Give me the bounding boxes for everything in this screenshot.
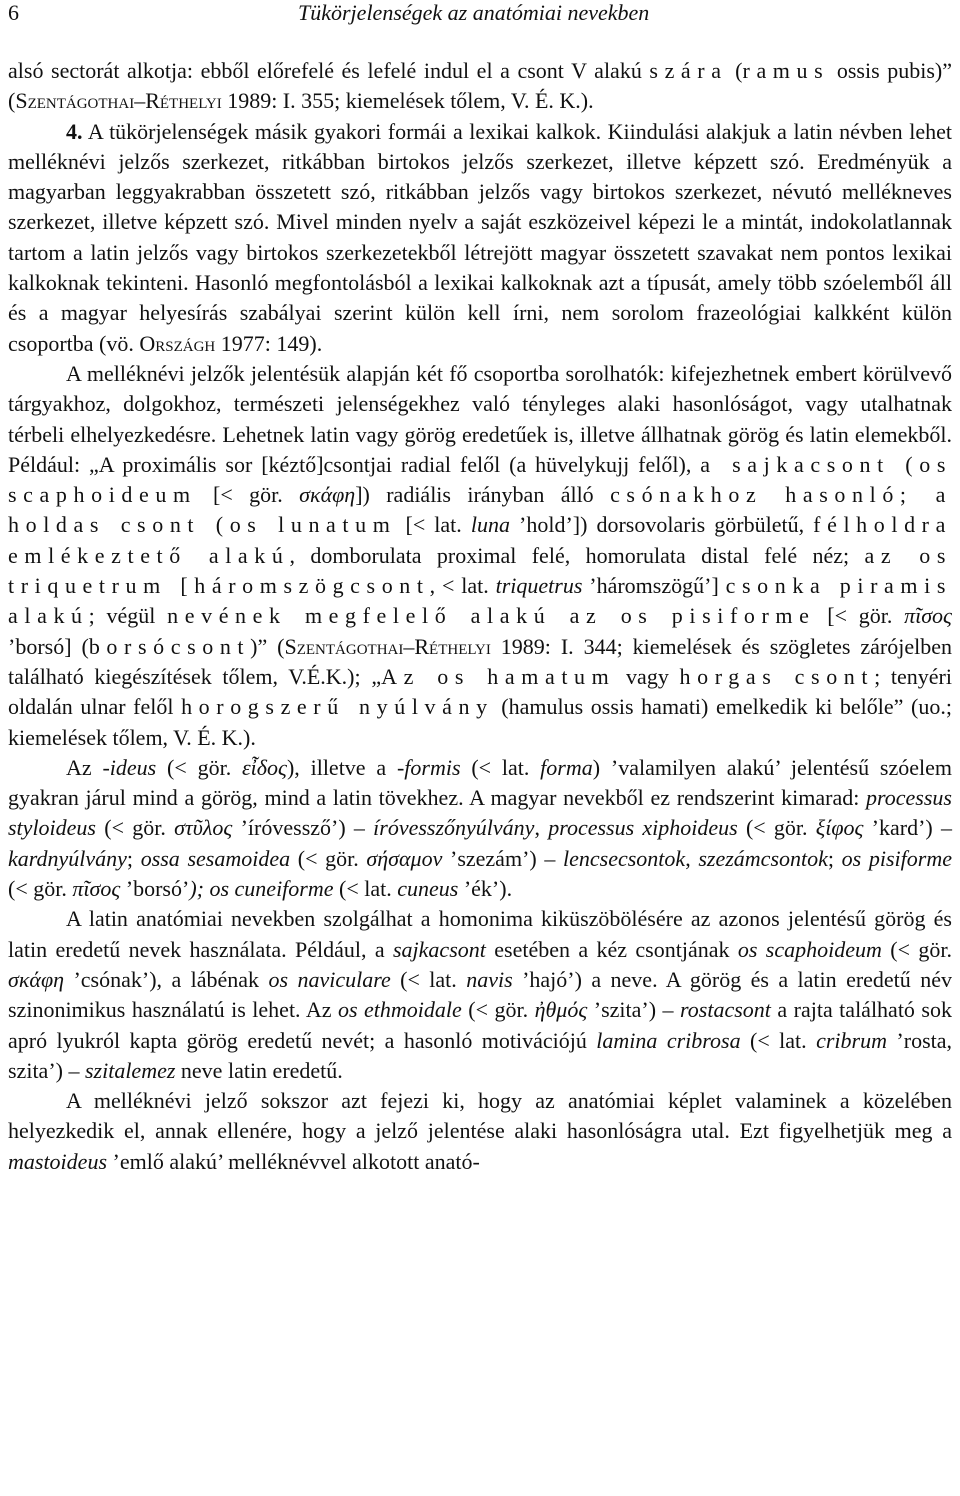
- paragraph-proximity: A melléknévi jelző sokszor azt fejezi ki, hogy az anatómiai képlet valaminek a közelében helyezkedik el, annak ellenére, hogy a jelző jelentése alaki hasonlóságra utal. Ezt figyelhetjük meg a mastoideus ’emlő alakú’ melléknévvel alkotott anató-: [8, 1088, 952, 1174]
- running-title: Tükörjelenségek az anatómiai nevekben: [298, 0, 650, 25]
- paragraph-homonyms: A latin anatómiai nevekben szolgálhat a homonima kiküszöbölésére az azonos jelentésű görög és latin eredetű nevek használata. Például, a sajkacsont esetében a kéz csontjának os scaphoideum (< gör. σκάφη ’csónak’), a lábénak os naviculare (< lat. navis ’hajó’) a neve. A görög és a latin eredetű név szinonimikus használatú is lehet. Az os ethmoidale (< gör. ἠθμός ’szita’) – rostacsont a rajta található sok apró lyukról kapta görög eredetű nevét; a hasonló motivációjú lamina cribrosa (< lat. cribrum ’rosta, szita’) – szitalemez neve latin eredetű.: [8, 906, 953, 1083]
- paragraph-continuation: alsó sectorát alkotja: ebből előrefelé és lefelé indul el a csont V alakú szára (ramus ossis pubis)” (Szentágothai–Réthelyi 1989: I. 355; kiemelések tőlem, V. É. K.).: [8, 58, 953, 114]
- paragraph-section-4: 4. A tükörjelenségek másik gyakori formái a lexikai kalkok. Kiindulási alakjuk a latin névben lehet melléknévi jelzős szerkezet, ritkábban birtokos jelzős szerkezet, illetve képzett szó. Eredményük a magyarban leggyakrabban összetett szó, ritkábban jelzős vagy birtokos szerkezet, névutó mellékneves szerkezet, illetve képzett szó. Mivel minden nyelv a saját eszközeivel képezi le a mintát, indokolatlannak tartom a latin jelzős vagy birtokos szerkezetekből létrejött magyar összetett szavakat nem pontos lexikai kalkoknak tekinteni. Hasonló megfontolásból a lexikai kalkoknak azt a típusát, amely több szóelemből áll és a magyar helyesírás szabályai szerint külön kell írni, nem sorolom frazeológiai kalkként külön csoportba (vö. Országh 1977: 149).: [8, 118, 952, 356]
- body-text: [8, 56, 952, 1177]
- page-header: [8, 0, 952, 46]
- page-number: 6: [8, 0, 19, 25]
- paragraph-ideus-formis: Az -ideus (< gör. εἶδος), illetve a -formis (< lat. forma) ’valamilyen alakú’ jelentésű szóelem gyakran járul mind a görög, mind a latin tövekhez. A magyar nevekből ez rendszerint kimarad: processus styloideus (< gör. στῦλος ’íróvessző’) – íróvesszőnyúlvány, processus xiphoideus (< gör. ξίφος ’kard’) – kardnyúlvány; ossa sesamoidea (< gör. σήσαμον ’szezám’) – lencsecsontok, szezámcsontok; os pisiforme (< gör. πῖσος ’borsó’); os cuneiforme (< lat. cuneus ’ék’).: [8, 754, 952, 902]
- paragraph-adjectival-attributes: A melléknévi jelzők jelentésük alapján két fő csoportba sorolhatók: kifejezhetnek embert körülvevő tárgyakhoz, dolgokhoz, természeti jelenségekhez való tényleges alaki hasonlóságot, vagy utalhatnak térbeli elhelyezkedésre. Lehetnek latin vagy görög eredetűek is, illetve állhatnak görög és latin elemekből. Például: „A proximális sor [kéztő]csontjai radial felől (a hüvelykujj felől), a sajkacsont (os scaphoideum [< gör. σκάφη]) radiális irányban álló csónakhoz hasonló; a holdas csont (os lunatum [< lat. luna ’hold’]) dorsovolaris görbületű, félholdra emlékeztető alakú, domborulata proximal felé, homorulata distal felé néz; az os triquetrum [háromszögcsont, < lat. triquetrus ’háromszögű’] csonka piramis alakú; végül nevének megfelelő alakú az os pisiforme [< gör. πῖσος ’borsó] (borsócsont)” (Szentágothai–Réthelyi 1989: I. 344; kiemelések és szögletes zárójelben található kiegészítések tőlem, V.É.K.); „Az os hamatum vagy horgas csont; tenyéri oldalán ulnar felől horogszerű nyúlvány (hamulus ossis hamati) emelkedik ki belőle” (uo.; kiemelések tőlem, V. É. K.).: [8, 360, 952, 750]
